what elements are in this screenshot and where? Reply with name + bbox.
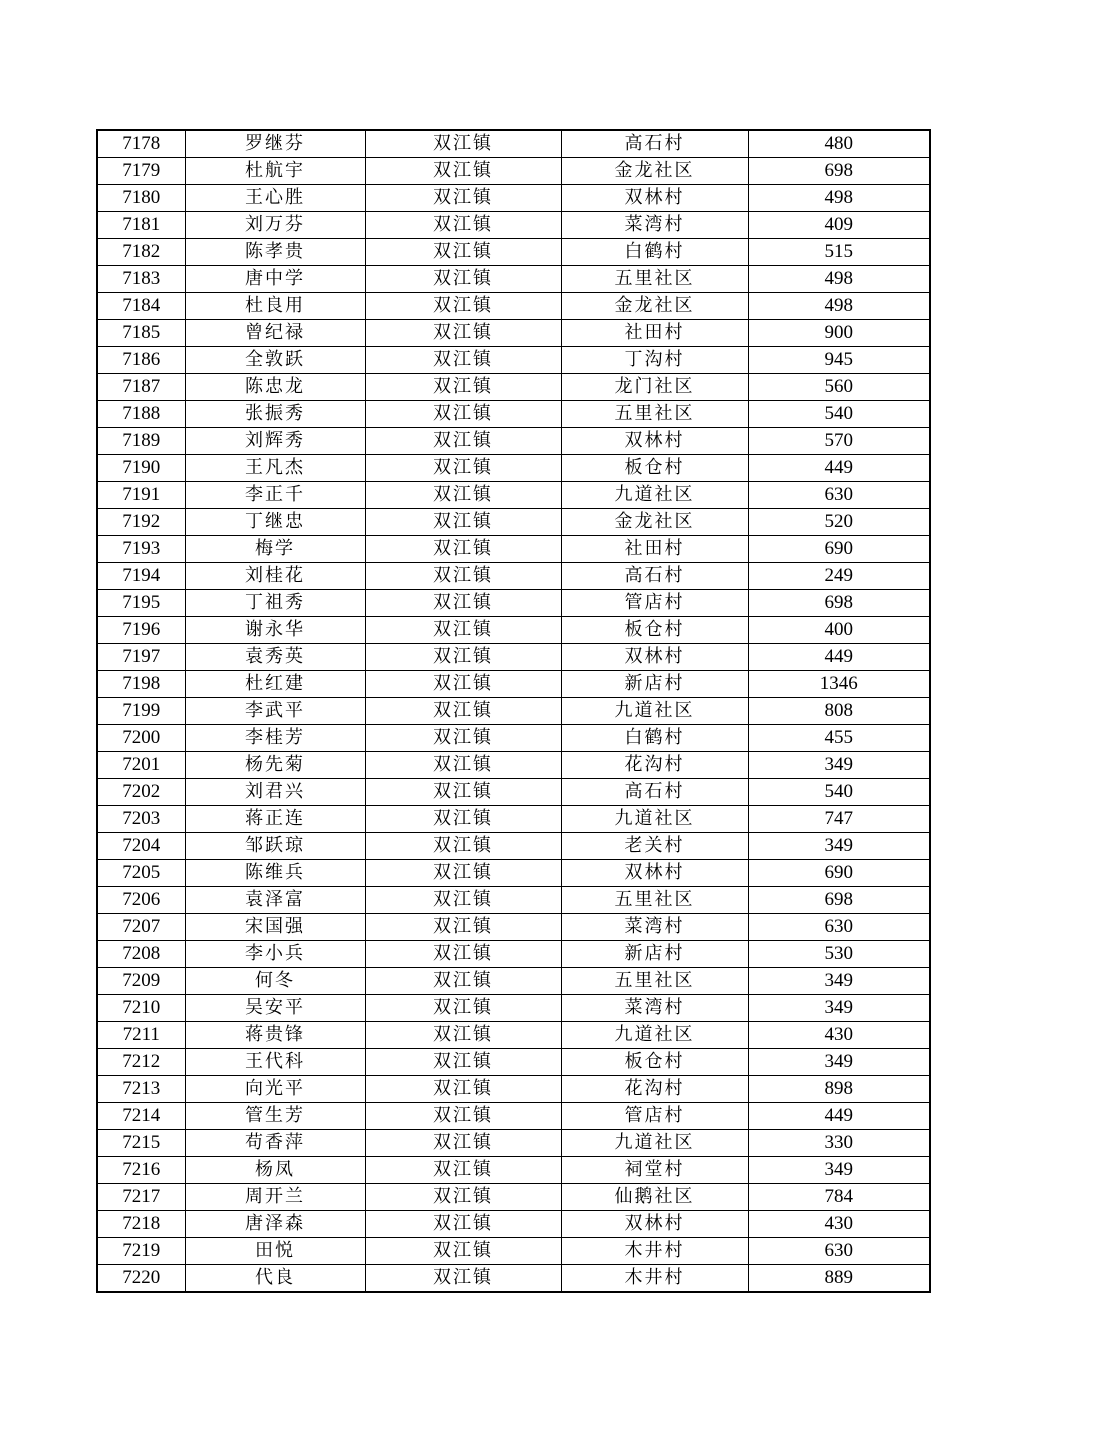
town-cell: 双江镇 xyxy=(365,1049,561,1076)
name-cell: 张振秀 xyxy=(185,401,365,428)
name-cell: 宋国强 xyxy=(185,914,365,941)
town-cell: 双江镇 xyxy=(365,1265,561,1293)
town-cell: 双江镇 xyxy=(365,509,561,536)
village-cell: 木井村 xyxy=(561,1238,748,1265)
town-cell: 双江镇 xyxy=(365,698,561,725)
table-row xyxy=(97,347,930,374)
name-cell: 王凡杰 xyxy=(185,455,365,482)
name-cell: 陈孝贵 xyxy=(185,239,365,266)
town-cell: 双江镇 xyxy=(365,671,561,698)
table-row xyxy=(97,536,930,563)
name-cell: 刘万芬 xyxy=(185,212,365,239)
name-cell: 田悦 xyxy=(185,1238,365,1265)
row-number-cell: 7192 xyxy=(97,509,185,536)
amount-cell: 449 xyxy=(748,644,930,671)
village-cell: 五里社区 xyxy=(561,968,748,995)
village-cell: 高石村 xyxy=(561,563,748,590)
village-cell: 木井村 xyxy=(561,1265,748,1293)
table-row xyxy=(97,1022,930,1049)
town-cell: 双江镇 xyxy=(365,347,561,374)
table-row xyxy=(97,698,930,725)
name-cell: 全敦跃 xyxy=(185,347,365,374)
name-cell: 蒋贵锋 xyxy=(185,1022,365,1049)
amount-cell: 498 xyxy=(748,266,930,293)
row-number-cell: 7184 xyxy=(97,293,185,320)
town-cell: 双江镇 xyxy=(365,374,561,401)
table-row xyxy=(97,887,930,914)
name-cell: 代良 xyxy=(185,1265,365,1293)
town-cell: 双江镇 xyxy=(365,320,561,347)
row-number-cell: 7191 xyxy=(97,482,185,509)
village-cell: 高石村 xyxy=(561,779,748,806)
table-row xyxy=(97,320,930,347)
town-cell: 双江镇 xyxy=(365,212,561,239)
row-number-cell: 7190 xyxy=(97,455,185,482)
village-cell: 老关村 xyxy=(561,833,748,860)
table-row xyxy=(97,509,930,536)
roster-table xyxy=(96,129,931,1293)
row-number-cell: 7204 xyxy=(97,833,185,860)
village-cell: 管店村 xyxy=(561,590,748,617)
town-cell: 双江镇 xyxy=(365,887,561,914)
village-cell: 祠堂村 xyxy=(561,1157,748,1184)
town-cell: 双江镇 xyxy=(365,536,561,563)
name-cell: 袁泽富 xyxy=(185,887,365,914)
town-cell: 双江镇 xyxy=(365,428,561,455)
village-cell: 金龙社区 xyxy=(561,158,748,185)
village-cell: 双林村 xyxy=(561,1211,748,1238)
town-cell: 双江镇 xyxy=(365,617,561,644)
table-row xyxy=(97,158,930,185)
row-number-cell: 7218 xyxy=(97,1211,185,1238)
name-cell: 杜红建 xyxy=(185,671,365,698)
table-row xyxy=(97,1130,930,1157)
village-cell: 菜湾村 xyxy=(561,914,748,941)
village-cell: 白鹤村 xyxy=(561,239,748,266)
town-cell: 双江镇 xyxy=(365,941,561,968)
amount-cell: 1346 xyxy=(748,671,930,698)
name-cell: 吴安平 xyxy=(185,995,365,1022)
village-cell: 金龙社区 xyxy=(561,509,748,536)
village-cell: 仙鹅社区 xyxy=(561,1184,748,1211)
row-number-cell: 7188 xyxy=(97,401,185,428)
town-cell: 双江镇 xyxy=(365,968,561,995)
amount-cell: 349 xyxy=(748,1049,930,1076)
name-cell: 苟香萍 xyxy=(185,1130,365,1157)
amount-cell: 349 xyxy=(748,1157,930,1184)
row-number-cell: 7202 xyxy=(97,779,185,806)
table-row xyxy=(97,212,930,239)
row-number-cell: 7189 xyxy=(97,428,185,455)
village-cell: 社田村 xyxy=(561,320,748,347)
town-cell: 双江镇 xyxy=(365,1238,561,1265)
table-row xyxy=(97,779,930,806)
name-cell: 邹跃琼 xyxy=(185,833,365,860)
amount-cell: 520 xyxy=(748,509,930,536)
town-cell: 双江镇 xyxy=(365,779,561,806)
town-cell: 双江镇 xyxy=(365,1157,561,1184)
town-cell: 双江镇 xyxy=(365,239,561,266)
town-cell: 双江镇 xyxy=(365,644,561,671)
village-cell: 双林村 xyxy=(561,644,748,671)
town-cell: 双江镇 xyxy=(365,1103,561,1130)
table-row xyxy=(97,1076,930,1103)
village-cell: 九道社区 xyxy=(561,806,748,833)
town-cell: 双江镇 xyxy=(365,266,561,293)
town-cell: 双江镇 xyxy=(365,725,561,752)
table-row xyxy=(97,617,930,644)
name-cell: 杨凤 xyxy=(185,1157,365,1184)
village-cell: 五里社区 xyxy=(561,266,748,293)
row-number-cell: 7198 xyxy=(97,671,185,698)
town-cell: 双江镇 xyxy=(365,914,561,941)
amount-cell: 480 xyxy=(748,130,930,158)
table-row xyxy=(97,914,930,941)
village-cell: 双林村 xyxy=(561,428,748,455)
town-cell: 双江镇 xyxy=(365,995,561,1022)
table-row xyxy=(97,401,930,428)
row-number-cell: 7208 xyxy=(97,941,185,968)
amount-cell: 409 xyxy=(748,212,930,239)
table-row xyxy=(97,1265,930,1293)
name-cell: 陈忠龙 xyxy=(185,374,365,401)
town-cell: 双江镇 xyxy=(365,130,561,158)
name-cell: 袁秀英 xyxy=(185,644,365,671)
row-number-cell: 7201 xyxy=(97,752,185,779)
amount-cell: 349 xyxy=(748,968,930,995)
table-row xyxy=(97,968,930,995)
village-cell: 花沟村 xyxy=(561,752,748,779)
row-number-cell: 7215 xyxy=(97,1130,185,1157)
row-number-cell: 7187 xyxy=(97,374,185,401)
amount-cell: 630 xyxy=(748,914,930,941)
town-cell: 双江镇 xyxy=(365,563,561,590)
village-cell: 花沟村 xyxy=(561,1076,748,1103)
amount-cell: 698 xyxy=(748,887,930,914)
town-cell: 双江镇 xyxy=(365,1211,561,1238)
name-cell: 刘桂花 xyxy=(185,563,365,590)
row-number-cell: 7203 xyxy=(97,806,185,833)
table-row xyxy=(97,752,930,779)
name-cell: 李正千 xyxy=(185,482,365,509)
amount-cell: 349 xyxy=(748,752,930,779)
name-cell: 刘辉秀 xyxy=(185,428,365,455)
row-number-cell: 7186 xyxy=(97,347,185,374)
amount-cell: 449 xyxy=(748,455,930,482)
row-number-cell: 7209 xyxy=(97,968,185,995)
table-row xyxy=(97,130,930,158)
row-number-cell: 7210 xyxy=(97,995,185,1022)
amount-cell: 530 xyxy=(748,941,930,968)
name-cell: 曾纪禄 xyxy=(185,320,365,347)
amount-cell: 540 xyxy=(748,779,930,806)
amount-cell: 698 xyxy=(748,590,930,617)
village-cell: 丁沟村 xyxy=(561,347,748,374)
table-row xyxy=(97,1049,930,1076)
name-cell: 王代科 xyxy=(185,1049,365,1076)
table-row xyxy=(97,482,930,509)
row-number-cell: 7199 xyxy=(97,698,185,725)
name-cell: 丁继忠 xyxy=(185,509,365,536)
amount-cell: 690 xyxy=(748,860,930,887)
name-cell: 陈维兵 xyxy=(185,860,365,887)
name-cell: 罗继芬 xyxy=(185,130,365,158)
village-cell: 菜湾村 xyxy=(561,212,748,239)
village-cell: 金龙社区 xyxy=(561,293,748,320)
row-number-cell: 7213 xyxy=(97,1076,185,1103)
town-cell: 双江镇 xyxy=(365,482,561,509)
name-cell: 向光平 xyxy=(185,1076,365,1103)
town-cell: 双江镇 xyxy=(365,1184,561,1211)
town-cell: 双江镇 xyxy=(365,1076,561,1103)
village-cell: 五里社区 xyxy=(561,887,748,914)
row-number-cell: 7207 xyxy=(97,914,185,941)
row-number-cell: 7183 xyxy=(97,266,185,293)
row-number-cell: 7219 xyxy=(97,1238,185,1265)
town-cell: 双江镇 xyxy=(365,806,561,833)
row-number-cell: 7195 xyxy=(97,590,185,617)
amount-cell: 430 xyxy=(748,1022,930,1049)
amount-cell: 400 xyxy=(748,617,930,644)
table-row xyxy=(97,833,930,860)
name-cell: 丁祖秀 xyxy=(185,590,365,617)
name-cell: 周开兰 xyxy=(185,1184,365,1211)
amount-cell: 900 xyxy=(748,320,930,347)
amount-cell: 945 xyxy=(748,347,930,374)
amount-cell: 570 xyxy=(748,428,930,455)
village-cell: 板仓村 xyxy=(561,455,748,482)
name-cell: 李武平 xyxy=(185,698,365,725)
amount-cell: 784 xyxy=(748,1184,930,1211)
name-cell: 王心胜 xyxy=(185,185,365,212)
table-row xyxy=(97,806,930,833)
town-cell: 双江镇 xyxy=(365,185,561,212)
table-row xyxy=(97,293,930,320)
town-cell: 双江镇 xyxy=(365,1022,561,1049)
table-row xyxy=(97,860,930,887)
row-number-cell: 7197 xyxy=(97,644,185,671)
table-row xyxy=(97,563,930,590)
village-cell: 社田村 xyxy=(561,536,748,563)
row-number-cell: 7193 xyxy=(97,536,185,563)
amount-cell: 498 xyxy=(748,293,930,320)
table-row xyxy=(97,644,930,671)
amount-cell: 455 xyxy=(748,725,930,752)
name-cell: 唐泽森 xyxy=(185,1211,365,1238)
village-cell: 管店村 xyxy=(561,1103,748,1130)
row-number-cell: 7217 xyxy=(97,1184,185,1211)
table-row xyxy=(97,185,930,212)
town-cell: 双江镇 xyxy=(365,293,561,320)
row-number-cell: 7194 xyxy=(97,563,185,590)
roster-table-body xyxy=(97,130,930,1292)
amount-cell: 249 xyxy=(748,563,930,590)
village-cell: 九道社区 xyxy=(561,698,748,725)
village-cell: 双林村 xyxy=(561,860,748,887)
row-number-cell: 7211 xyxy=(97,1022,185,1049)
village-cell: 板仓村 xyxy=(561,1049,748,1076)
row-number-cell: 7214 xyxy=(97,1103,185,1130)
table-row xyxy=(97,374,930,401)
name-cell: 李桂芳 xyxy=(185,725,365,752)
table-row xyxy=(97,725,930,752)
village-cell: 新店村 xyxy=(561,671,748,698)
village-cell: 九道社区 xyxy=(561,1130,748,1157)
town-cell: 双江镇 xyxy=(365,860,561,887)
row-number-cell: 7216 xyxy=(97,1157,185,1184)
village-cell: 五里社区 xyxy=(561,401,748,428)
amount-cell: 349 xyxy=(748,833,930,860)
table-row xyxy=(97,1157,930,1184)
name-cell: 李小兵 xyxy=(185,941,365,968)
name-cell: 唐中学 xyxy=(185,266,365,293)
amount-cell: 349 xyxy=(748,995,930,1022)
name-cell: 杨先菊 xyxy=(185,752,365,779)
row-number-cell: 7178 xyxy=(97,130,185,158)
row-number-cell: 7185 xyxy=(97,320,185,347)
name-cell: 杜航宇 xyxy=(185,158,365,185)
table-row xyxy=(97,590,930,617)
amount-cell: 747 xyxy=(748,806,930,833)
village-cell: 新店村 xyxy=(561,941,748,968)
village-cell: 菜湾村 xyxy=(561,995,748,1022)
table-row xyxy=(97,941,930,968)
town-cell: 双江镇 xyxy=(365,401,561,428)
row-number-cell: 7206 xyxy=(97,887,185,914)
name-cell: 梅学 xyxy=(185,536,365,563)
row-number-cell: 7180 xyxy=(97,185,185,212)
row-number-cell: 7182 xyxy=(97,239,185,266)
village-cell: 九道社区 xyxy=(561,482,748,509)
town-cell: 双江镇 xyxy=(365,455,561,482)
amount-cell: 515 xyxy=(748,239,930,266)
amount-cell: 808 xyxy=(748,698,930,725)
row-number-cell: 7196 xyxy=(97,617,185,644)
town-cell: 双江镇 xyxy=(365,590,561,617)
amount-cell: 540 xyxy=(748,401,930,428)
amount-cell: 560 xyxy=(748,374,930,401)
name-cell: 杜良用 xyxy=(185,293,365,320)
amount-cell: 630 xyxy=(748,482,930,509)
town-cell: 双江镇 xyxy=(365,1130,561,1157)
village-cell: 板仓村 xyxy=(561,617,748,644)
town-cell: 双江镇 xyxy=(365,752,561,779)
row-number-cell: 7179 xyxy=(97,158,185,185)
name-cell: 刘君兴 xyxy=(185,779,365,806)
name-cell: 谢永华 xyxy=(185,617,365,644)
amount-cell: 430 xyxy=(748,1211,930,1238)
amount-cell: 698 xyxy=(748,158,930,185)
row-number-cell: 7181 xyxy=(97,212,185,239)
amount-cell: 898 xyxy=(748,1076,930,1103)
name-cell: 管生芳 xyxy=(185,1103,365,1130)
table-row xyxy=(97,1238,930,1265)
table-row xyxy=(97,266,930,293)
table-row xyxy=(97,428,930,455)
table-row xyxy=(97,455,930,482)
row-number-cell: 7200 xyxy=(97,725,185,752)
row-number-cell: 7205 xyxy=(97,860,185,887)
town-cell: 双江镇 xyxy=(365,833,561,860)
amount-cell: 498 xyxy=(748,185,930,212)
row-number-cell: 7212 xyxy=(97,1049,185,1076)
village-cell: 白鹤村 xyxy=(561,725,748,752)
table-row xyxy=(97,995,930,1022)
name-cell: 蒋正连 xyxy=(185,806,365,833)
amount-cell: 630 xyxy=(748,1238,930,1265)
amount-cell: 330 xyxy=(748,1130,930,1157)
amount-cell: 449 xyxy=(748,1103,930,1130)
table-row xyxy=(97,671,930,698)
table-row xyxy=(97,1211,930,1238)
village-cell: 双林村 xyxy=(561,185,748,212)
village-cell: 高石村 xyxy=(561,130,748,158)
table-row xyxy=(97,1103,930,1130)
village-cell: 龙门社区 xyxy=(561,374,748,401)
row-number-cell: 7220 xyxy=(97,1265,185,1293)
amount-cell: 690 xyxy=(748,536,930,563)
amount-cell: 889 xyxy=(748,1265,930,1293)
name-cell: 何冬 xyxy=(185,968,365,995)
table-row xyxy=(97,1184,930,1211)
village-cell: 九道社区 xyxy=(561,1022,748,1049)
town-cell: 双江镇 xyxy=(365,158,561,185)
table-row xyxy=(97,239,930,266)
